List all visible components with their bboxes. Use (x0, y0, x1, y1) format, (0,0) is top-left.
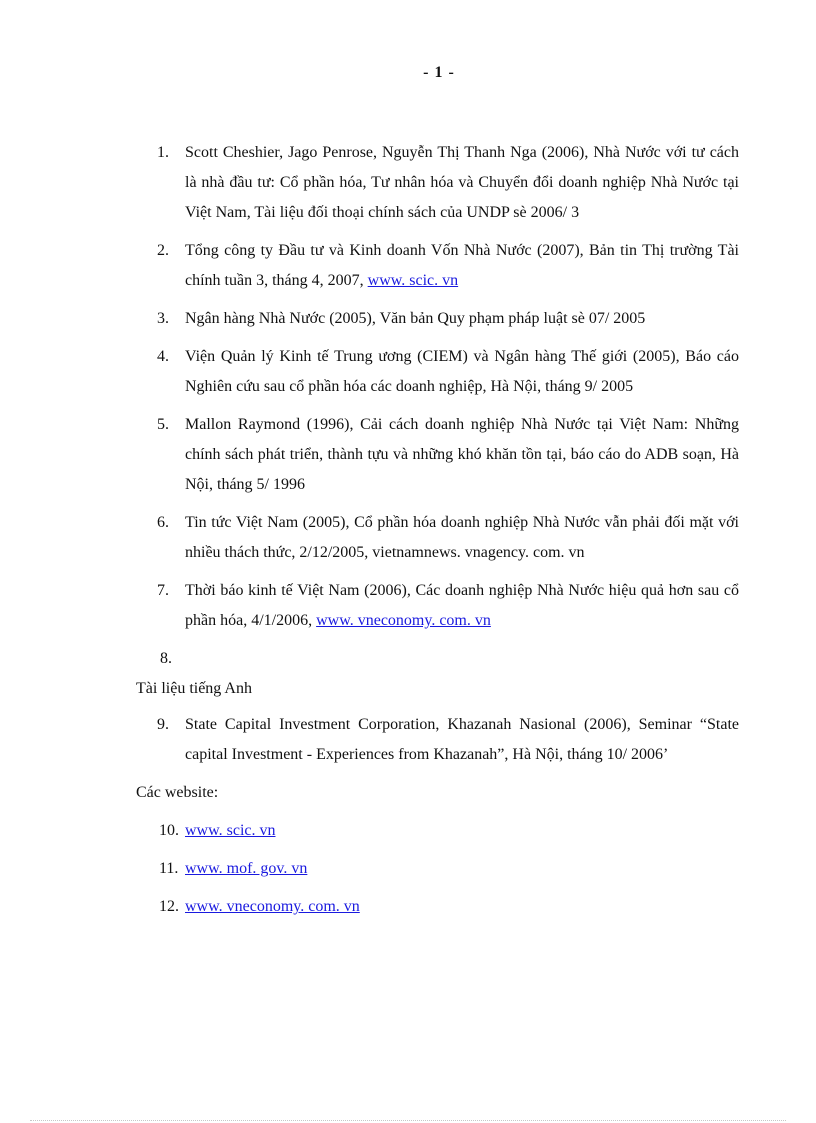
reference-item-9 (157, 710, 739, 770)
website-link-scic[interactable]: www. scic. vn (185, 822, 276, 839)
item-number: 11. (159, 860, 179, 877)
item-number: 10. (159, 822, 179, 839)
item-number: 1. (157, 144, 169, 161)
reference-item-6 (157, 508, 739, 568)
reference-item-3 (157, 304, 739, 334)
websites-heading: Các website: (136, 784, 219, 801)
item-text: Tổng công ty Đầu tư và Kinh doanh Vốn Nhà Nước (2007), Bản tin Thị trường Tài chính tuần 3, tháng 4, 2007, (185, 242, 739, 289)
website-item-12 (159, 892, 739, 922)
item-text: Thời báo kinh tế Việt Nam (2006), Các doanh nghiệp Nhà Nước hiệu quả hơn sau cổ phần hóa, 4/1/2006, (185, 582, 739, 629)
item-number: 7. (157, 582, 169, 599)
item-number: 5. (157, 416, 169, 433)
website-item-11 (159, 854, 739, 884)
page-number: - 1 - (423, 64, 455, 81)
reference-item-8 (160, 644, 816, 674)
item-text: Ngân hàng Nhà Nước (2005), Văn bản Quy phạm pháp luật sè 07/ 2005 (185, 310, 646, 327)
item-number: 3. (157, 310, 169, 327)
item-number: 8. (160, 650, 172, 667)
english-references-heading: Tài liệu tiếng Anh (136, 680, 252, 697)
item-text: Mallon Raymond (1996), Cải cách doanh nghiệp Nhà Nước tại Việt Nam: Những chính sách phát triển, thành tựu và những khó khăn tồn tại, báo cáo do ADB soạn, Hà Nội, tháng 5/ 1996 (185, 416, 739, 493)
reference-item-5 (157, 410, 739, 500)
reference-item-7 (157, 576, 739, 636)
item-number: 2. (157, 242, 169, 259)
reference-link-scic[interactable]: www. scic. vn (367, 272, 459, 289)
item-number: 9. (157, 716, 169, 733)
reference-item-2 (157, 236, 739, 296)
item-text: Viện Quản lý Kinh tế Trung ương (CIEM) và Ngân hàng Thế giới (2005), Báo cáo Nghiên cứu sau cổ phần hóa các doanh nghiệp, Hà Nội, tháng 9/ 2005 (185, 348, 739, 395)
reference-item-1 (157, 138, 739, 228)
website-link-vneconomy[interactable]: www. vneconomy. com. vn (185, 898, 360, 915)
reference-link-vneconomy[interactable]: www. vneconomy. com. vn (316, 612, 491, 629)
item-number: 6. (157, 514, 169, 531)
reference-item-4 (157, 342, 739, 402)
website-item-10 (159, 816, 739, 846)
page-bottom-divider (30, 1120, 786, 1121)
item-number: 12. (159, 898, 179, 915)
reference-list (0, 138, 816, 922)
website-link-mof[interactable]: www. mof. gov. vn (185, 860, 308, 877)
item-text: Tin tức Việt Nam (2005), Cổ phần hóa doanh nghiệp Nhà Nước vẫn phải đối mặt với nhiều thách thức, 2/12/2005, vietnamnews. vnagency. com. vn (185, 514, 739, 561)
item-text: Scott Cheshier, Jago Penrose, Nguyễn Thị Thanh Nga (2006), Nhà Nước với tư cách là nhà đầu tư: Cổ phần hóa, Tư nhân hóa và Chuyển đổi doanh nghiệp Nhà Nước tại Việt Nam, Tài liệu đối thoại chính sách của UNDP sè 2006/ 3 (185, 144, 739, 221)
item-number: 4. (157, 348, 169, 365)
item-text: State Capital Investment Corporation, Khazanah Nasional (2006), Seminar “State capital Investment - Experiences from Khazanah”, Hà Nội, tháng 10/ 2006’ (185, 716, 739, 763)
